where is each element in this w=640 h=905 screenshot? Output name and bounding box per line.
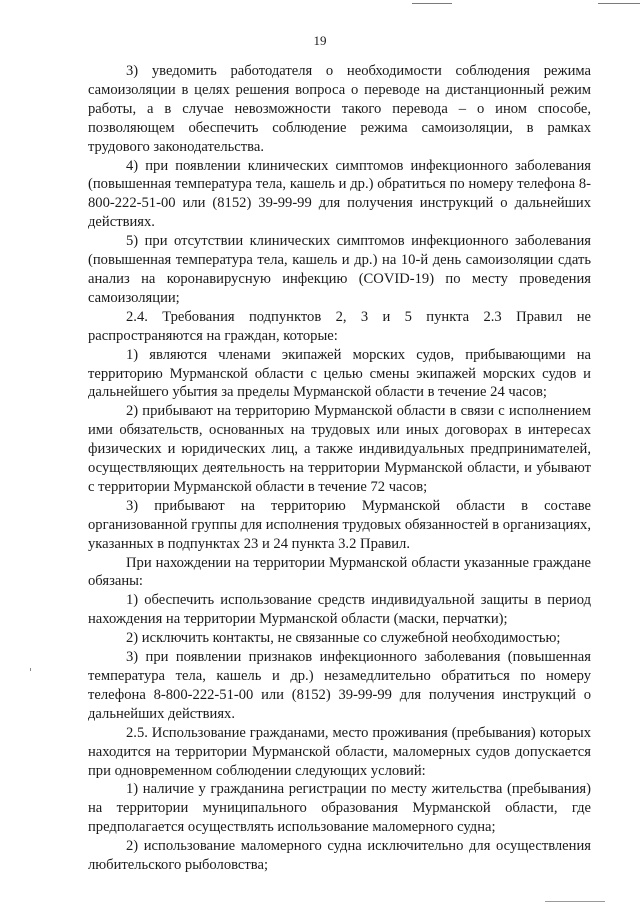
paragraph-contract-obligations: 2) прибывают на территорию Мурманской области в связи с исполнением ими обязательств, основанных на трудовых или иных договорах в интересах физических и юридических лиц, а также индивидуальных предпринимателей, осуществляющих деятельность на территории Мурманской области, и убывают с территории Мурманской области в течение 72 часов; xyxy=(88,403,591,495)
scan-artifact-dot xyxy=(30,668,31,671)
scan-artifact-line xyxy=(545,901,605,902)
paragraph-covid-test: 5) при отсутствии клинических симптомов инфекционного заболевания (повышенная температура тела, кашель и др.) на 10-й день самоизоляции сдать анализ на коронавирусную инфекцию (COVID-19) по месту проведения самоизоляции; xyxy=(88,233,591,306)
document-body xyxy=(88,62,591,875)
paragraph-section-2-5: 2.5. Использование гражданами, место проживания (пребывания) которых находится на территории Мурманской области, маломерных судов допускается при одновременном соблюдении следующих условий: xyxy=(88,724,591,779)
page-number: 19 xyxy=(313,33,327,48)
paragraph-protective-equipment: 1) обеспечить использование средств индивидуальной защиты в период нахождения на территории Мурманской области (маски, перчатки); xyxy=(88,592,591,628)
paragraph-exclude-contacts: 2) исключить контакты, не связанные со служебной необходимостью; xyxy=(126,630,561,647)
paragraph-registration: 1) наличие у гражданина регистрации по месту жительства (пребывания) на территории муниципального образования Мурманской области, где предполагается осуществлять использование маломерного судна; xyxy=(88,781,591,836)
scan-artifact-line xyxy=(598,3,640,4)
paragraph-ship-crews: 1) являются членами экипажей морских судов, прибывающими на территорию Мурманской области с целью смены экипажей морских судов и дальнейшего убытия за пределы Мурманской области в течение 24 часов; xyxy=(88,346,591,401)
paragraph-symptoms-call: 4) при появлении клинических симптомов инфекционного заболевания (повышенная температура тела, кашель и др.) обратиться по номеру телефона 8-800-222-51-00 или (8152) 39-99-99 для получения инструкций о дальнейших действиях. xyxy=(88,157,591,231)
paragraph-fishing: 2) использование маломерного судна исключительно для осуществления любительского рыболовства; xyxy=(88,838,591,874)
paragraph-section-2-4: 2.4. Требования подпунктов 2, 3 и 5 пункта 2.3 Правил не распространяются на граждан, которые: xyxy=(88,308,591,344)
paragraph-citizens-obliged: При нахождении на территории Мурманской области указанные граждане обязаны: xyxy=(88,554,591,590)
paragraph-infection-signs: 3) при появлении признаков инфекционного заболевания (повышенная температура тела, кашель и др.) незамедлительно обратиться по номеру телефона 8-800-222-51-00 или (8152) 39-99-99 для получения инструкций о дальнейших действиях. xyxy=(88,649,591,722)
scan-artifact-line xyxy=(412,3,452,4)
paragraph-organized-group: 3) прибывают на территорию Мурманской области в составе организованной группы для исполнения трудовых обязанностей в организациях, указанных в подпунктах 23 и 24 пункта 3.2 Правил. xyxy=(88,497,592,552)
paragraph-notify-employer: 3) уведомить работодателя о необходимости соблюдения режима самоизоляции в целях решения вопроса о переводе на дистанционный режим работы, а в случае невозможности такого перевода – о ином способе, позволяющем обеспечить соблюдение режима самоизоляции, в рамках трудового законодательства. xyxy=(88,63,591,155)
